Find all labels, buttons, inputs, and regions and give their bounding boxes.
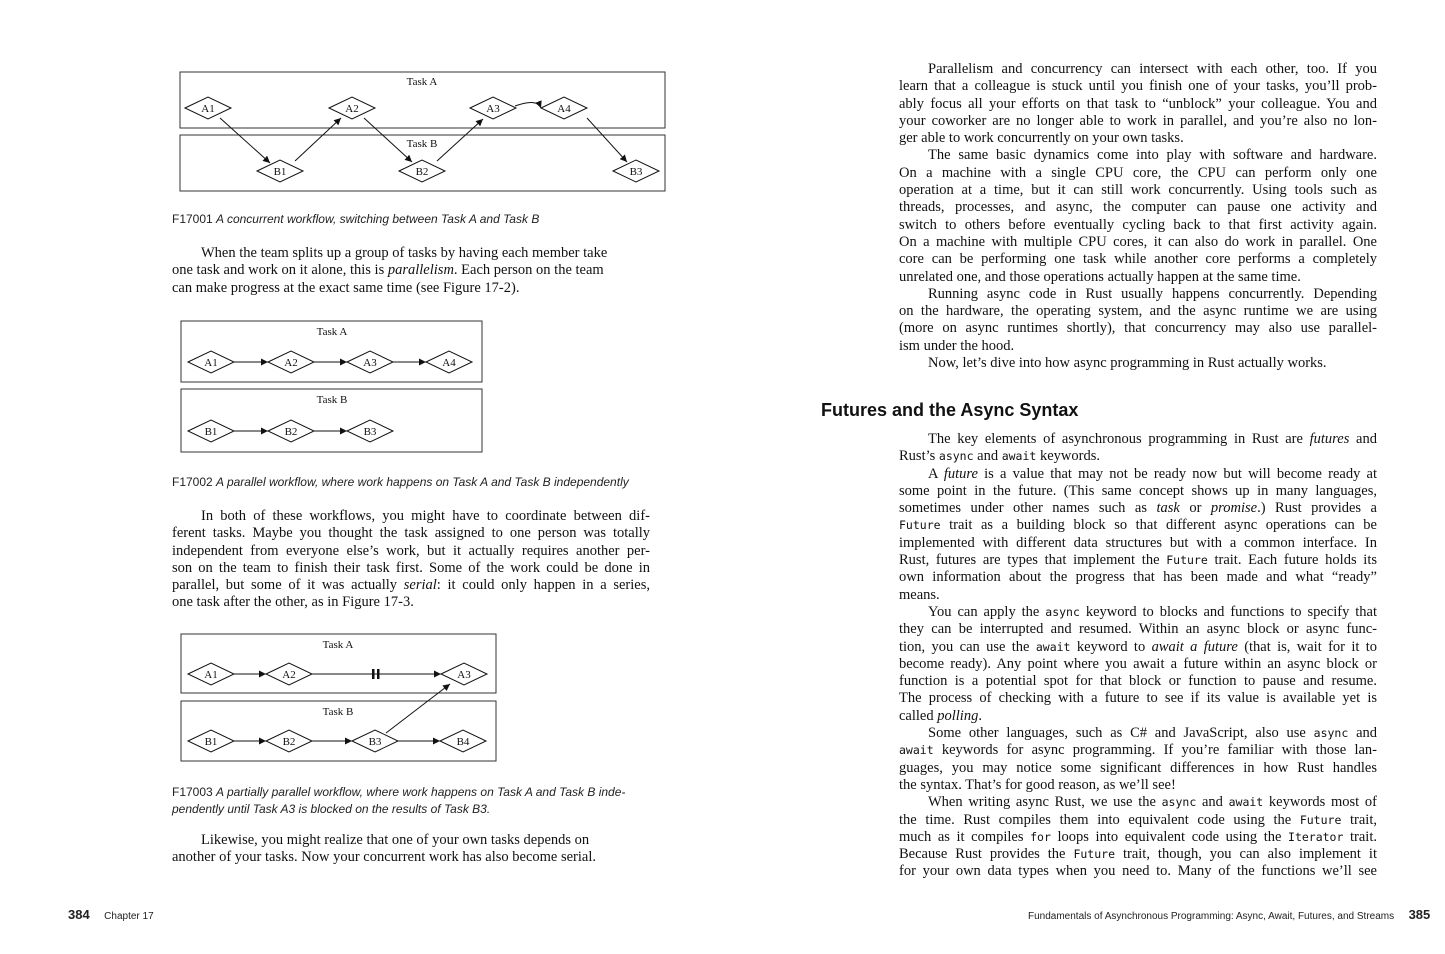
text-line: can make progress at the exact same time (see Figure 17-2). — [172, 279, 520, 296]
svg-text:B3: B3 — [629, 166, 643, 178]
text-line: threads, processes, and async, the computer can pause one activity and — [899, 199, 1377, 216]
text-line: The same basic dynamics come into play with software and hardware. — [928, 147, 1377, 164]
text-line: function is a potential spot for that block or function to pause and resume. — [899, 673, 1377, 690]
text-line: implemented with different data structures but with a common interface. In — [899, 534, 1377, 551]
svg-text:A1: A1 — [204, 357, 218, 369]
text-line: In both of these workflows, you might have to coordinate between dif- — [201, 508, 650, 524]
lane-label-task-a: Task A — [316, 326, 348, 338]
figure-id: F17003 — [172, 785, 213, 799]
node-a1 — [185, 97, 231, 119]
text-line: one task after the other, as in Figure 17-3. — [172, 594, 414, 611]
svg-text:A2: A2 — [345, 103, 359, 115]
text-line: parallel, but some of it was actually serial: it could only happen in a series, — [172, 577, 650, 594]
page-number: 385 — [1408, 907, 1431, 922]
text-line: your coworker are no longer able to work in parallel, and you’re also no lon- — [899, 112, 1377, 129]
text-line: son on the team to finish their task first. Some of the work could be done in — [172, 559, 650, 576]
text-line: The process of checking with a future to see if its value is available yet is — [899, 690, 1377, 707]
section-body — [899, 431, 1377, 881]
text-line: Parallelism and concurrency can intersect with each other, too. If you — [928, 61, 1377, 77]
figure-17-3 — [180, 633, 498, 763]
node-a4 — [541, 97, 587, 119]
node-b3 — [613, 160, 659, 182]
text-line: the time. Rust compiles them into equivalent code using the Future trait, — [899, 811, 1377, 828]
figure-17-2 — [180, 320, 484, 454]
figure-17-1 — [179, 71, 667, 193]
text-line: guages, you may notice some significant differences in how Rust handles — [899, 759, 1377, 776]
svg-text:A4: A4 — [557, 103, 571, 115]
svg-text:A3: A3 — [486, 103, 500, 115]
left-footer — [68, 906, 154, 924]
chapter-label: Chapter 17 — [104, 911, 154, 922]
svg-text:A3: A3 — [457, 669, 471, 681]
text-line: A future is a value that may not be ready now but will become ready at — [928, 465, 1378, 482]
edge-a1-b1 — [220, 118, 270, 163]
text-line: Rust, futures are types that implement the Future trait. Each future holds its — [899, 552, 1377, 569]
text-line: (more on async runtimes shortly), that concurrency may also use parallel- — [899, 320, 1377, 337]
text-line: ism under the hood. — [899, 337, 1015, 354]
text-line: on the hardware, the operating system, and the async runtime we are using — [899, 303, 1377, 320]
right-footer — [1028, 906, 1430, 924]
svg-text:B2: B2 — [284, 426, 298, 438]
node-a3 — [347, 351, 393, 373]
text-line: some point in the future. (This same concept shows up in many languages, — [899, 482, 1377, 499]
figure-id: F17002 — [172, 475, 213, 489]
edge-a4-b3 — [587, 118, 627, 162]
paragraph-parallelism — [172, 245, 650, 297]
text-line: Because Rust provides the Future trait, though, you can also implement it — [899, 846, 1377, 863]
text-line: ferent tasks. Maybe you thought the task assigned to one person was totally — [172, 525, 650, 542]
node-b1 — [257, 160, 303, 182]
right-page — [722, 0, 1445, 954]
paragraph-intersect — [899, 61, 1377, 372]
svg-text:B2: B2 — [282, 736, 296, 748]
text-line: tion, you can use the await keyword to await a future (that is, wait for it to — [899, 638, 1378, 655]
svg-text:A4: A4 — [442, 357, 456, 369]
text-line: they can be interrupted and resumed. Within an async block or async func- — [899, 621, 1377, 638]
text-line: core can be performing one task while another core performs a completely — [899, 251, 1377, 268]
text-line: Some other languages, such as C# and JavaScript, also use async and — [928, 725, 1377, 742]
lane-label-task-a: Task A — [322, 639, 354, 651]
paragraph-likewise — [172, 832, 650, 867]
node-b3 — [347, 420, 393, 442]
figure-caption-text: pendently until Task A3 is blocked on the results of Task B3. — [172, 801, 491, 816]
node-a1 — [188, 351, 234, 373]
text-line: operation at a time, but it can still work concurrently. Using tools such as — [899, 182, 1377, 199]
text-line: await keywords for async programming. If you’re familiar with those lan- — [899, 742, 1377, 759]
svg-text:B3: B3 — [363, 426, 377, 438]
edge-a2-b2 — [364, 118, 412, 162]
node-b2 — [268, 420, 314, 442]
node-b3 — [352, 730, 398, 752]
text-line: ger able to work concurrently on your own tasks. — [899, 130, 1184, 147]
svg-text:A2: A2 — [282, 669, 296, 681]
text-line: means. — [899, 586, 940, 603]
text-line: called polling. — [899, 707, 982, 724]
svg-text:A3: A3 — [363, 357, 377, 369]
figure-caption-text: A partially parallel workflow, where work happens on Task A and Task B inde- — [216, 785, 626, 799]
svg-text:B3: B3 — [368, 736, 382, 748]
text-line: become ready). Any point where you await a future within an async block or — [899, 655, 1377, 672]
node-b4 — [440, 730, 486, 752]
figure-17-2-caption — [172, 475, 629, 489]
text-line: much as it compiles for loops into equivalent code using the Iterator trait. — [899, 828, 1377, 845]
page-number: 384 — [68, 907, 90, 922]
lane-label-task-b: Task B — [316, 394, 348, 406]
svg-text:B2: B2 — [415, 166, 429, 178]
text-line: learn that a colleague is stuck until you finish one of your tasks, you’ll prob- — [899, 78, 1377, 95]
figure-caption-text: A concurrent workflow, switching between Task A and Task B — [216, 212, 540, 226]
figure-caption-text: A parallel workflow, where work happens on Task A and Task B independently — [216, 475, 629, 489]
paragraph-serial — [172, 508, 650, 612]
text-line: Now, let’s dive into how async programming in Rust actually works. — [928, 355, 1327, 372]
node-a1 — [188, 663, 234, 685]
node-b2 — [399, 160, 445, 182]
running-head: Fundamentals of Asynchronous Programming: Async, Await, Futures, and Streams — [1028, 911, 1395, 922]
text-line: On a machine with a single CPU core, the CPU can perform only one — [899, 164, 1377, 181]
text-line: one task and work on it alone, this is parallelism. Each person on the team — [172, 262, 604, 279]
node-a3 — [441, 663, 487, 685]
node-b1 — [188, 730, 234, 752]
figure-17-3-caption — [172, 784, 625, 817]
text-line: independent from everyone else’s work, but it actually requires another per- — [172, 542, 650, 559]
node-a4 — [426, 351, 472, 373]
svg-text:B1: B1 — [204, 426, 218, 438]
svg-text:B1: B1 — [204, 736, 218, 748]
text-line: switch to others before eventually cycling back to that first activity again. — [899, 216, 1377, 233]
text-line: You can apply the async keyword to blocks and functions to specify that — [928, 603, 1377, 620]
node-a2 — [266, 663, 312, 685]
lane-label-task-a: Task A — [406, 76, 438, 88]
edge-b2-a3 — [437, 119, 483, 161]
text-line: Running async code in Rust usually happens concurrently. Depending — [928, 285, 1377, 302]
text-line: When writing async Rust, we use the async and await keywords most of — [928, 794, 1377, 811]
edge-b1-a2 — [295, 118, 341, 161]
text-line: the syntax. That’s for good reason, as we’ll see! — [899, 776, 1176, 793]
lane-label-task-b: Task B — [406, 138, 438, 150]
text-line: ably focus all your efforts on that task to “unblock” your colleague. You and — [899, 95, 1377, 112]
edge-a3-a4 — [515, 102, 541, 108]
node-b2 — [266, 730, 312, 752]
text-line: On a machine with multiple CPU cores, it can also do work in parallel. One — [899, 233, 1377, 250]
lane-label-task-b: Task B — [322, 706, 354, 718]
text-line: another of your tasks. Now your concurrent work has also become serial. — [172, 849, 596, 866]
node-a2 — [268, 351, 314, 373]
svg-text:A1: A1 — [204, 669, 218, 681]
figure-17-1-caption — [172, 212, 539, 226]
node-b1 — [188, 420, 234, 442]
left-page — [0, 0, 722, 954]
svg-text:B4: B4 — [456, 736, 470, 748]
node-a2 — [329, 97, 375, 119]
text-line: The key elements of asynchronous programming in Rust are futures and — [928, 431, 1377, 447]
node-a3 — [470, 97, 516, 119]
svg-text:B1: B1 — [273, 166, 287, 178]
text-line: Likewise, you might realize that one of your own tasks depends on — [201, 832, 590, 848]
text-line: Rust’s async and await keywords. — [899, 448, 1100, 465]
text-line: for your own data types when you need to. Many of the functions we’ll see — [899, 863, 1377, 880]
svg-text:A2: A2 — [284, 357, 298, 369]
text-line: Future trait as a building block so that different async operations can be — [899, 517, 1377, 534]
section-heading: Futures and the Async Syntax — [821, 400, 1079, 420]
text-line: When the team splits up a group of tasks by having each member take — [201, 245, 608, 261]
text-line: unrelated one, and those operations actually happen at the same time. — [899, 268, 1301, 285]
figure-id: F17001 — [172, 212, 213, 226]
svg-text:A1: A1 — [201, 103, 215, 115]
text-line: own information about the progress that has been made and what “ready” — [899, 569, 1377, 586]
text-line: sometimes under other names such as task or promise.) Rust provides a — [899, 500, 1377, 517]
edge-b3-a3 — [386, 684, 450, 733]
